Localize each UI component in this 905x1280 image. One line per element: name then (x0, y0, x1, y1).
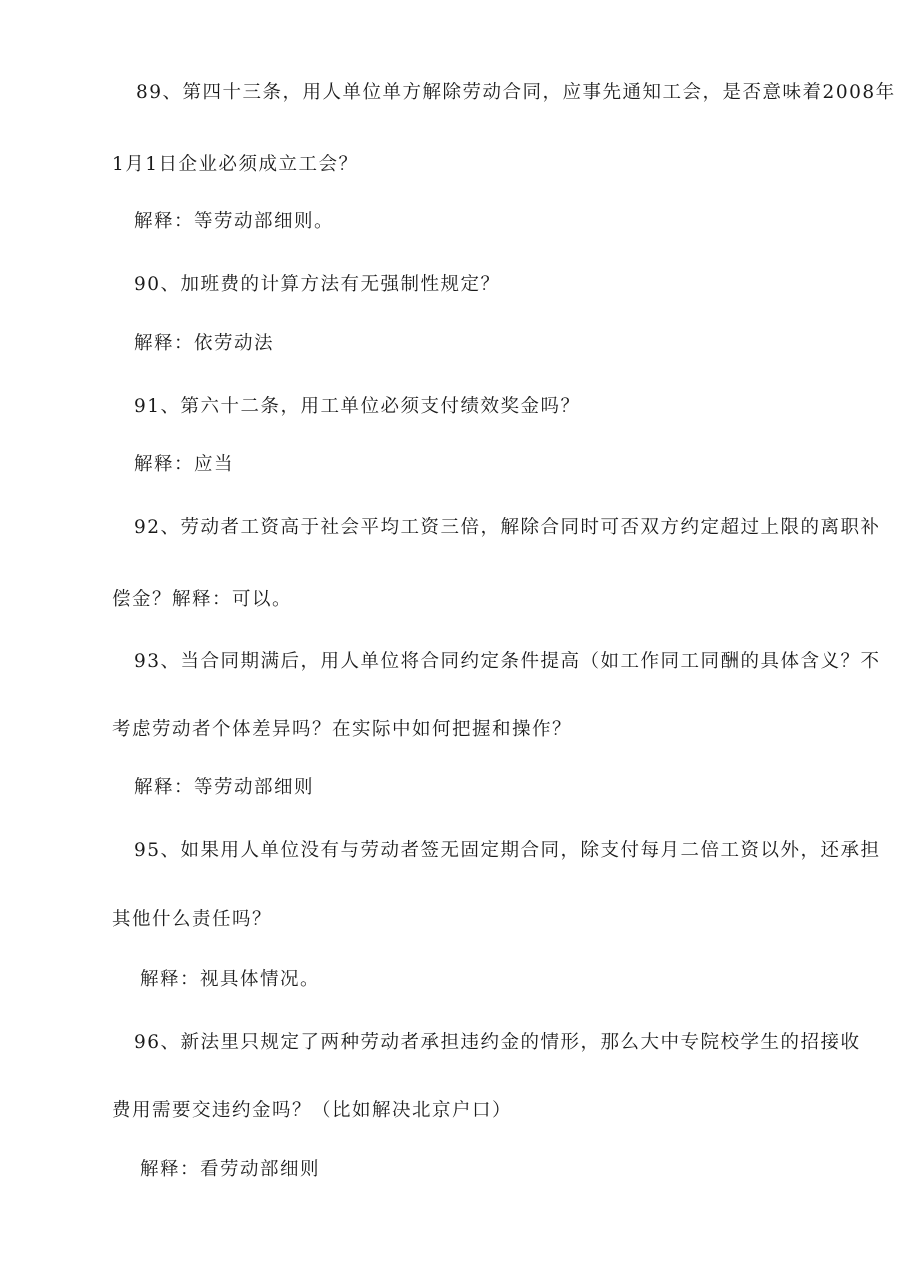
question-93-line-2: 考虑劳动者个体差异吗？在实际中如何把握和操作？ (112, 719, 573, 740)
question-89-line-1: 89、第四十三条，用人单位单方解除劳动合同，应事先通知工会，是否意味着2008年 (136, 82, 896, 103)
question-95-line-1: 95、如果用人单位没有与劳动者签无固定期合同，除支付每月二倍工资以外，还承担 (134, 840, 881, 861)
answer-93: 解释：等劳动部细则 (134, 777, 315, 798)
answer-91: 解释：应当 (134, 454, 235, 475)
answer-96: 解释：看劳动部细则 (140, 1159, 321, 1180)
question-96-line-2: 费用需要交违约金吗？（比如解决北京户口） (112, 1100, 513, 1121)
question-92-line-1: 92、劳动者工资高于社会平均工资三倍，解除合同时可否双方约定超过上限的离职补 (134, 517, 881, 538)
answer-95: 解释：视具体情况。 (140, 969, 321, 990)
question-96-line-1: 96、新法里只规定了两种劳动者承担违约金的情形，那么大中专院校学生的招接收 (134, 1032, 861, 1053)
question-92-line-2: 偿金？解释：可以。 (112, 589, 293, 610)
answer-89: 解释：等劳动部细则。 (134, 211, 335, 232)
question-93-line-1: 93、当合同期满后，用人单位将合同约定条件提高（如工作同工同酬的具体含义？不 (134, 651, 881, 672)
question-91: 91、第六十二条，用工单位必须支付绩效奖金吗？ (134, 396, 581, 417)
question-89-line-2: 1月1日企业必须成立工会？ (112, 154, 359, 175)
question-90: 90、加班费的计算方法有无强制性规定？ (134, 274, 501, 295)
question-95-line-2: 其他什么责任吗？ (112, 909, 273, 930)
answer-90: 解释：依劳动法 (134, 333, 275, 354)
